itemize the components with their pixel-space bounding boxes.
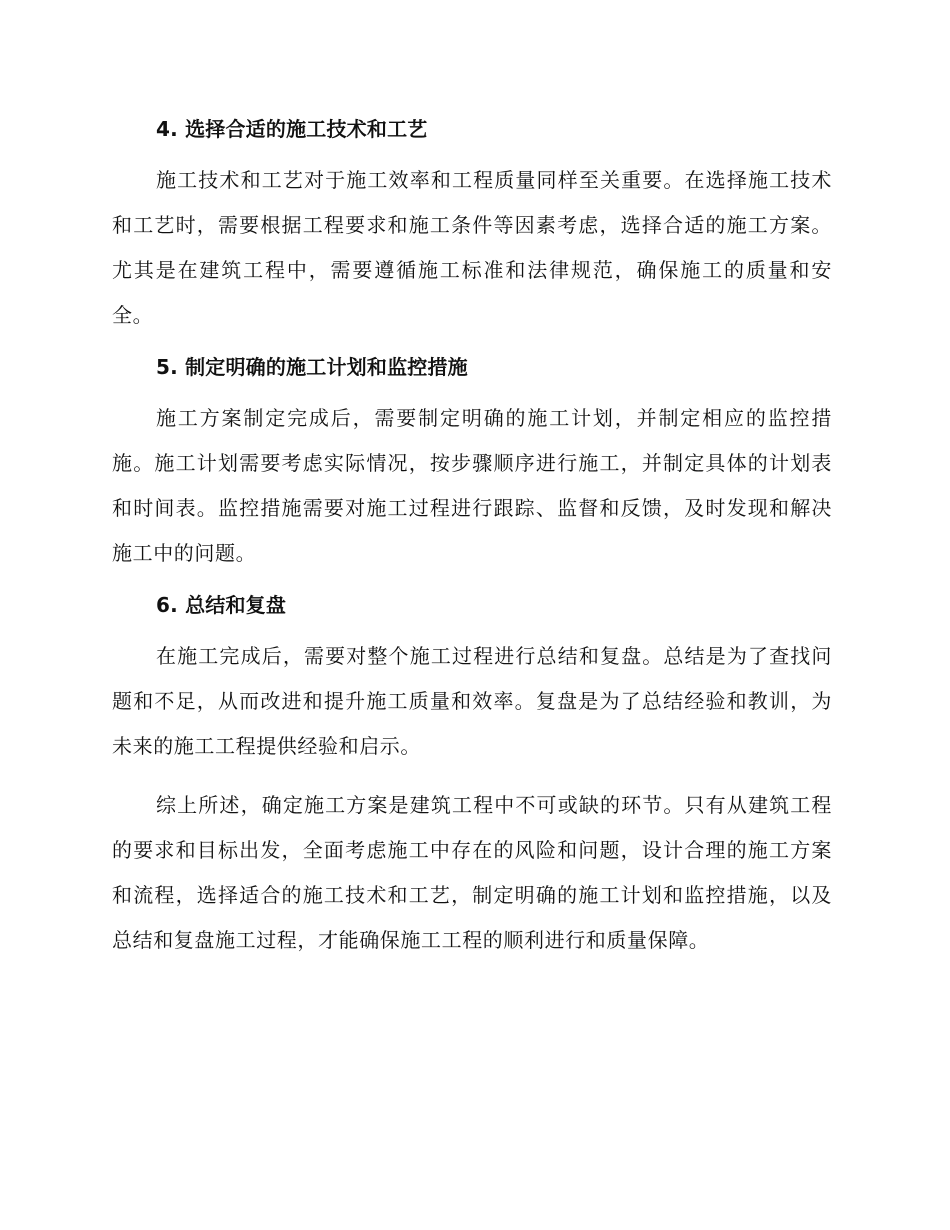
paragraph-spacer — [112, 775, 832, 783]
section-heading-6: 6. 总结和复盘 — [156, 593, 287, 617]
section-heading-5: 5. 制定明确的施工计划和监控措施 — [156, 355, 468, 379]
section-paragraph-5: 施工方案制定完成后，需要制定明确的施工计划，并制定相应的监控措施。施工计划需要考虑实际情况，按步骤顺序进行施工，并制定具体的计划表和时间表。监控措施需要对施工过程进行跟踪、监督和反馈，及时发现和解决施工中的问题。 — [112, 406, 832, 565]
section-paragraph-6: 在施工完成后，需要对整个施工过程进行总结和复盘。总结是为了查找问题和不足，从而改进和提升施工质量和效率。复盘是为了总结经验和教训，为未来的施工工程提供经验和启示。 — [112, 644, 832, 758]
section-heading-4: 4. 选择合适的施工技术和工艺 — [156, 117, 428, 141]
section-paragraph-4: 施工技术和工艺对于施工效率和工程质量同样至关重要。在选择施工技术和工艺时，需要根据工程要求和施工条件等因素考虑，选择合适的施工方案。尤其是在建筑工程中，需要遵循施工标准和法律规范，确保施工的质量和安全。 — [112, 168, 832, 327]
conclusion-paragraph: 综上所述，确定施工方案是建筑工程中不可或缺的环节。只有从建筑工程的要求和目标出发，全面考虑施工中存在的风险和问题，设计合理的施工方案和流程，选择适合的施工技术和工艺，制定明确的施工计划和监控措施，以及总结和复盘施工过程，才能确保施工工程的顺利进行和质量保障。 — [112, 793, 832, 952]
document-body — [112, 110, 832, 969]
